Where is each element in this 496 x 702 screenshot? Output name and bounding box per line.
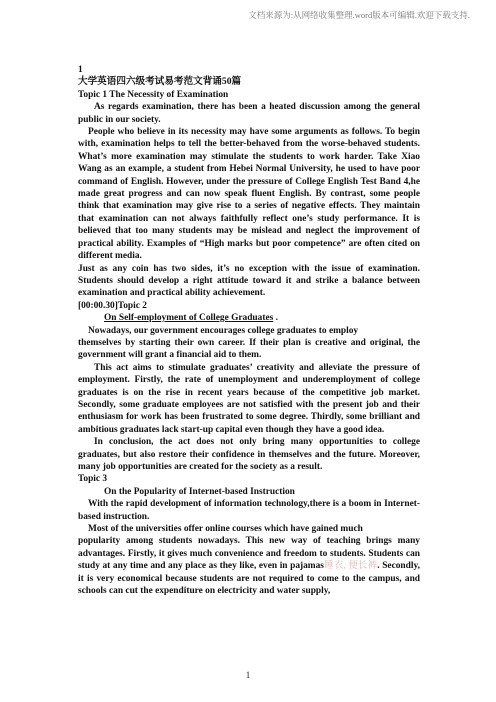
topic2-title-part: On Self-employment of bbox=[104, 313, 200, 324]
source-note: 文档来源为:从网络收集整理.word版本可编辑.欢迎下载支持. bbox=[248, 10, 470, 20]
topic2-title-part: Graduates bbox=[231, 313, 274, 324]
topic2-heading: [00:00.30]Topic 2 bbox=[78, 300, 147, 311]
topic3-title: On the Popularity of Internet-based Instruction bbox=[104, 486, 295, 497]
faded-annotation: 睡衣, 便长裤 bbox=[323, 561, 378, 572]
topic3-paragraph-2-rest bbox=[78, 535, 420, 597]
page-number-top: 1 bbox=[78, 65, 83, 75]
document-title: 大学英语四六级考试易考范文背诵50篇 bbox=[78, 76, 242, 88]
topic2-title-part: College bbox=[199, 313, 229, 324]
topic3-paragraph-2-line1: Most of the universities offer online courses which have gained much bbox=[88, 524, 363, 535]
document-body bbox=[78, 64, 420, 597]
topic2-title-part: . bbox=[273, 313, 278, 324]
topic2-paragraph-1-rest: themselves by starting their own career. If their plan is creative and original, the government will grant a financial aid to them. bbox=[78, 337, 420, 361]
topic1-heading: Topic 1 The Necessity of Examination bbox=[78, 89, 229, 100]
topic1-paragraph-3: Just as any coin has two sides, it’s no exception with the issue of examination. Students should develop a right attitude toward it and strike a balance between examination and practical ability achievement. bbox=[78, 263, 420, 299]
topic2-paragraph-1-line1: Nowadays, our government encourages college graduates to employ bbox=[88, 325, 359, 336]
topic3-paragraph-2-end: . Secondly, it is very economical because students are not required to come to the campus, and schools can cut the expenditure on electricity and water supply, bbox=[78, 561, 420, 597]
topic2-paragraph-3: In conclusion, the act does not only bring many opportunities to college graduates, but also restore their confidence in themselves and the future. Moreover, many job opportunities are created for the society as a result. bbox=[78, 437, 420, 472]
topic1-paragraph-1: As regards examination, there has been a heated discussion among the general public in our society. bbox=[78, 102, 420, 125]
topic2-title bbox=[78, 312, 420, 324]
topic2-paragraph-2: This act aims to stimulate graduates’ creativity and alleviate the pressure of employment. Firstly, the rate of unemployment and underemployment of college graduates is on the rise in recent years because of the competitive job market. Secondly, some graduate employees are not satisfied with the present job and their enthusiasm for work has been frustrated to some degree. Thirdly, some brilliant and ambitious graduates lack start-up capital even though they have a good idea. bbox=[78, 362, 420, 435]
topic1-paragraph-2: People who believe in its necessity may have some arguments as follows. To begin with, examination helps to tell the better-behaved from the worse-behaved students. What’s more examination may stimulate the students to work harder. Take Xiao Wang as an example, a student from Hebei Normal University, he used to have poor command of English. However, under the pressure of College English Test Band 4,he made great progress and can now speak fluent English. By contrast, some people think that examination may give rise to a series of negative effects. They maintain that examination can not always faithfully reflect one’s study performance. It is believed that too many students may be mislead and neglect the improvement of practical ability. Examples of “High marks but poor competence” are often cited on different media. bbox=[78, 127, 420, 262]
page-number-footer: 1 bbox=[245, 670, 251, 680]
topic3-paragraph-2-text: popularity among students nowadays. This new way of teaching brings many advantages. Firstly, it gives much convenience and freedom to students. Students can study at any time and any place as they like, even in pajamas bbox=[78, 536, 420, 572]
topic3-heading: Topic 3 bbox=[78, 474, 108, 485]
topic3-paragraph-1: With the rapid development of information technology,there is a boom in Internet-based instruction. bbox=[78, 499, 420, 522]
